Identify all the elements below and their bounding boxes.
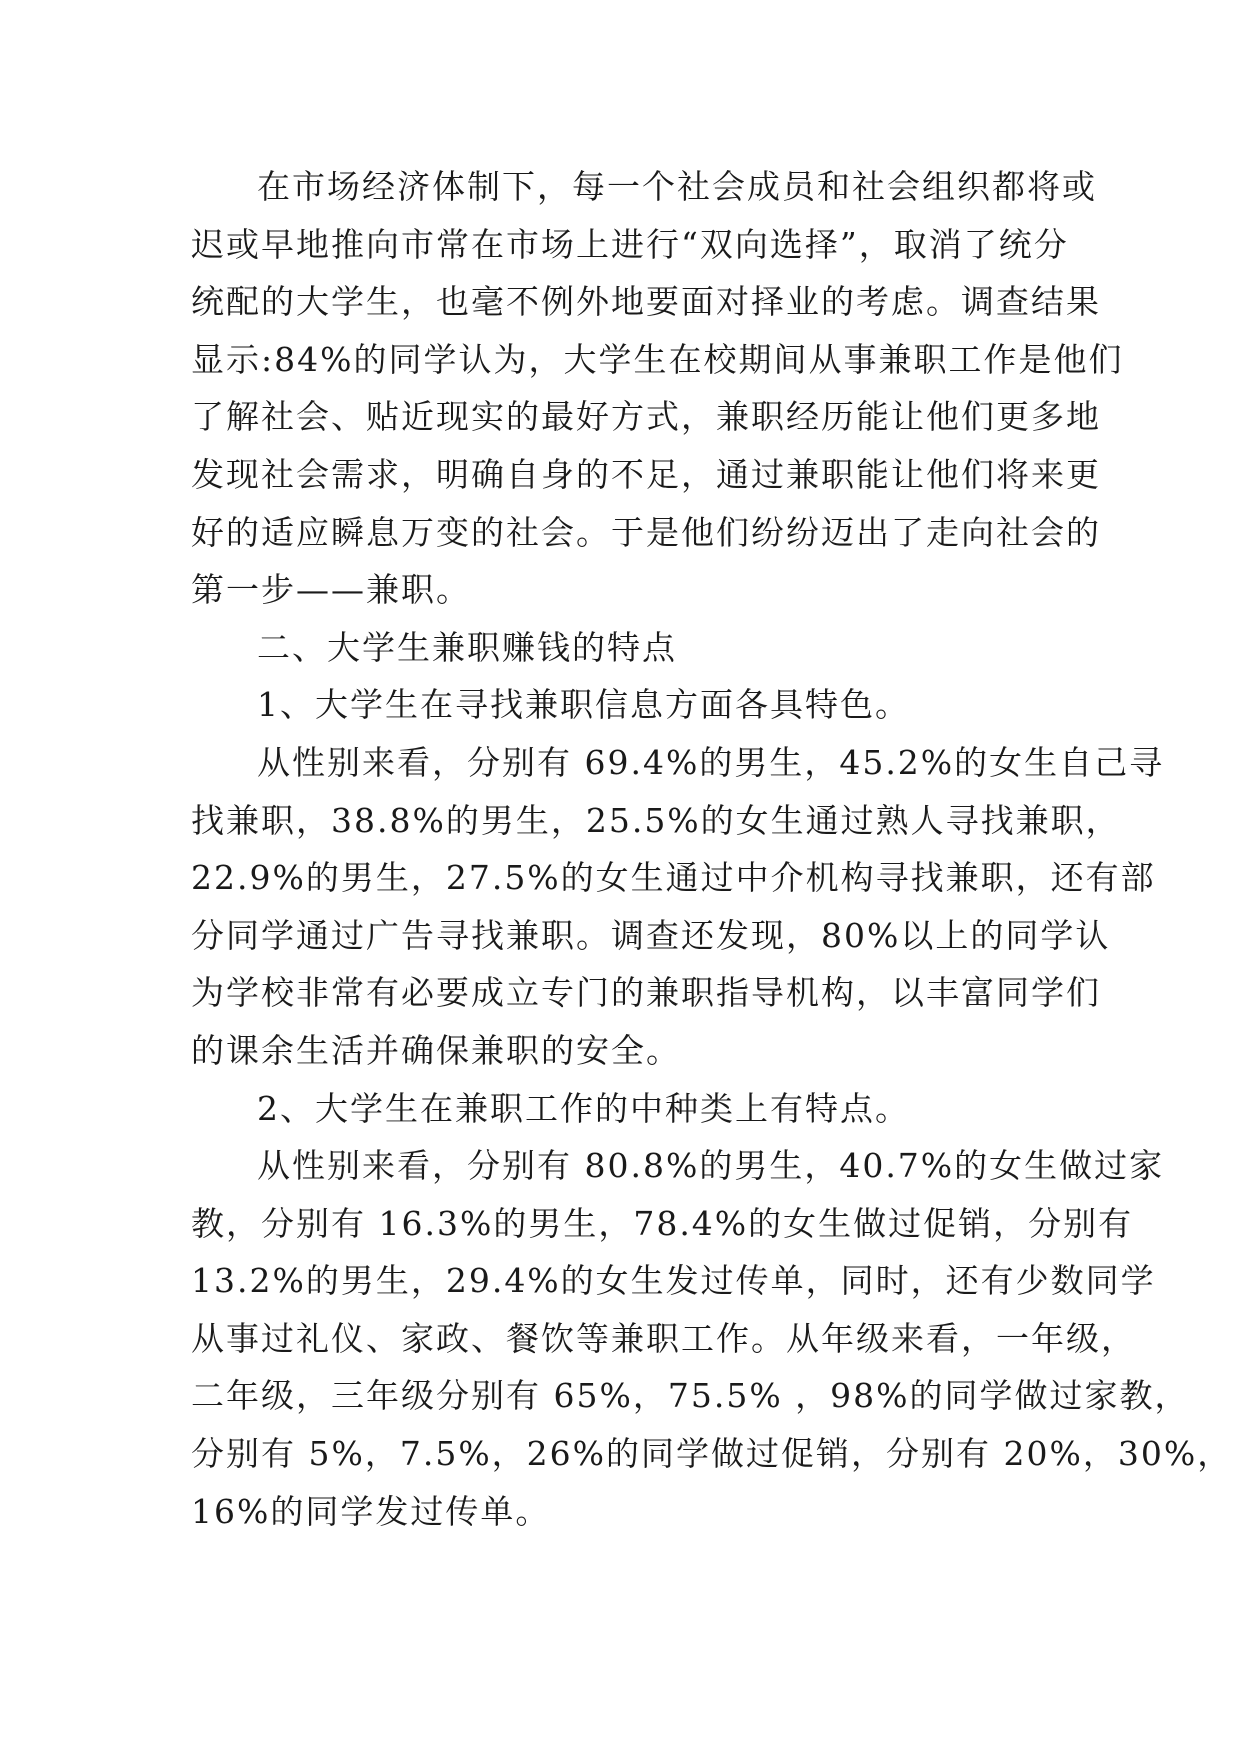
- document-body: [191, 158, 1233, 1540]
- text-line: 分同学通过广告寻找兼职。调查还发现，80%以上的同学认: [191, 915, 1111, 955]
- text-line: 好的适应瞬息万变的社会。于是他们纷纷迈出了走向社会的: [191, 512, 1101, 552]
- text-line: 从性别来看，分别有 69.4%的男生，45.2%的女生自己寻: [257, 742, 1165, 782]
- paragraph-finding-jobs: [191, 734, 1165, 1080]
- text-line: 找兼职，38.8%的男生，25.5%的女生通过熟人寻找兼职，: [191, 800, 1121, 840]
- text-line: 从性别来看，分别有 80.8%的男生，40.7%的女生做过家: [257, 1146, 1165, 1186]
- text-line: 显示:84%的同学认为，大学生在校期间从事兼职工作是他们: [191, 339, 1124, 379]
- text-line: 分别有 5%，7.5%，26%的同学做过促销，分别有 20%，30%，: [191, 1434, 1233, 1474]
- subsection-heading-finding-jobs: 1、大学生在寻找兼职信息方面各具特色。: [257, 685, 910, 725]
- paragraph-job-types: [191, 1137, 1233, 1540]
- text-line: 第一步——兼职。: [191, 570, 471, 610]
- subsection-heading-job-types: 2、大学生在兼职工作的中种类上有特点。: [257, 1088, 910, 1128]
- text-line: 的课余生活并确保兼职的安全。: [191, 1030, 681, 1070]
- text-line: 发现社会需求，明确自身的不足，通过兼职能让他们将来更: [191, 454, 1101, 494]
- text-line: 在市场经济体制下，每一个社会成员和社会组织都将或: [257, 167, 1097, 206]
- text-line: 13.2%的男生，29.4%的女生发过传单，同时，还有少数同学: [191, 1261, 1156, 1301]
- paragraph-market-economy: [191, 158, 1124, 619]
- text-line: 为学校非常有必要成立专门的兼职指导机构，以丰富同学们: [191, 973, 1101, 1013]
- section-heading-features: 二、大学生兼职赚钱的特点: [257, 627, 677, 667]
- text-line: 教，分别有 16.3%的男生，78.4%的女生做过促销，分别有: [191, 1203, 1134, 1243]
- text-line: 16%的同学发过传单。: [191, 1491, 551, 1531]
- text-line: 二年级，三年级分别有 65%，75.5% ，98%的同学做过家教，: [191, 1376, 1190, 1416]
- text-line: 22.9%的男生，27.5%的女生通过中介机构寻找兼职，还有部: [191, 858, 1156, 898]
- text-line: 了解社会、贴近现实的最好方式，兼职经历能让他们更多地: [191, 397, 1101, 437]
- text-line: 从事过礼仪、家政、餐饮等兼职工作。从年级来看，一年级，: [191, 1318, 1136, 1358]
- text-line: 迟或早地推向市常在市场上进行“双向选择”，取消了统分: [191, 224, 1069, 264]
- text-line: 统配的大学生，也毫不例外地要面对择业的考虑。调查结果: [191, 282, 1101, 322]
